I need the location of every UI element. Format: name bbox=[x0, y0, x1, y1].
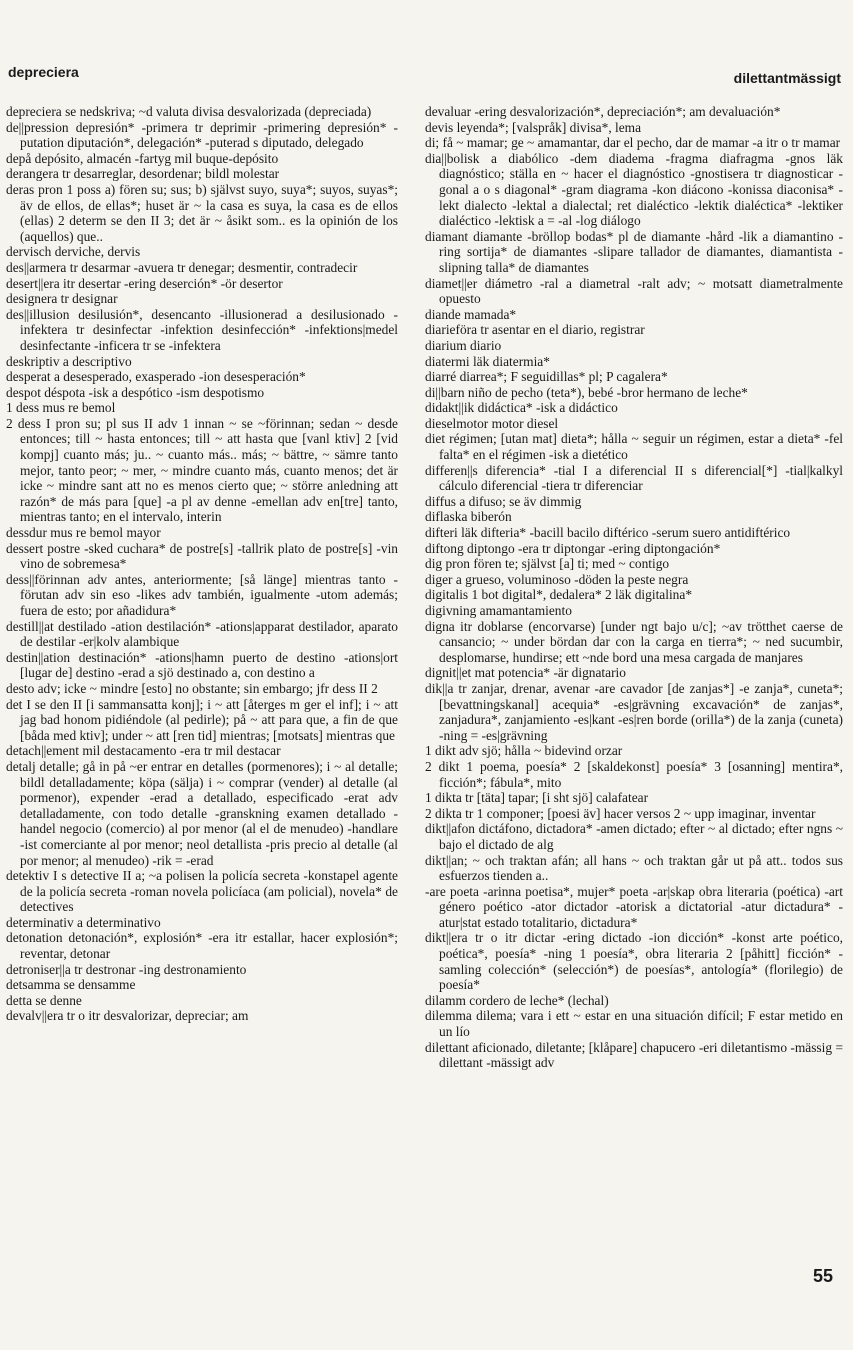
dictionary-entry: dikt||era tr o itr dictar -ering dictado -ion dicción* -konst arte poético, poética*, poesía* -ning 1 poesía*, obra literaria 2 [påhitt] ficción* -samling colección* (selección*) de poesías*, antología* (florilegio) de poesía* bbox=[425, 930, 843, 993]
dictionary-entry: 2 dikt 1 poema, poesía* 2 [skaldekonst] poesía* 3 [osanning] mentira*, ficción*; fábula*, mito bbox=[425, 758, 843, 790]
guide-word-right: dilettantmässigt bbox=[733, 70, 841, 86]
dictionary-entry: destill||at destilado -ation destilación* -ations|apparat destilador, aparato de destilar -er|kolv alambique bbox=[6, 618, 398, 650]
dictionary-entry: dig pron fören te; självst [a] ti; med ~ contigo bbox=[425, 556, 670, 572]
dictionary-entry: dia||bolisk a diabólico -dem diadema -fragma diafragma -gnos läk diagnóstico; ställa en ~ hacer el diagnóstico -gnostisera tr diagnosticar -gonal a o s diagonal* -gram diagrama -kon diácono -konissa diaconisa* -lekt dialecto -lektal a dialectal; ret dialéctico -lektik dialéctica* -lektiker dialéctico -lektisk a = -al -log diálogo bbox=[425, 150, 843, 229]
dictionary-entry: diatermi läk diatermia* bbox=[425, 353, 550, 369]
dictionary-entry: devaluar -ering desvalorización*, depreciación*; am devaluación* bbox=[425, 104, 781, 119]
dictionary-entry: dilemma dilema; vara i ett ~ estar en una situación difícil; F estar metido en un lío bbox=[425, 1008, 843, 1040]
dictionary-entry: detektiv I s detective II a; ~a polisen la policía secreta -konstapel agente de la policía secreta -roman novela policíaca (am policial), novela* de detectives bbox=[6, 868, 398, 915]
dictionary-entry: dilamm cordero de leche* (lechal) bbox=[425, 992, 609, 1008]
dictionary-entry: detta se denne bbox=[6, 992, 82, 1008]
dictionary-entry: determinativ a determinativo bbox=[6, 914, 161, 930]
dictionary-entry: des||illusion desilusión*, desencanto -illusionerad a desilusionado -infektera tr desinfectar -infektion desinfección* -infektions|medel desinfectante -inficera tr se -infektera bbox=[6, 306, 398, 353]
dictionary-entry: dik||a tr zanjar, drenar, avenar -are cavador [de zanjas*] -e zanja*, cuneta*; [bevattningskanal] acequia* -es|grävning excavación* de zanjas*, zanjadura*, zanjamiento -es|kant -es|ren borde (orilla*) de la zanja (cuneta) -ning = -es|grävning bbox=[425, 680, 843, 743]
dictionary-entry: dilettant aficionado, diletante; [klåpare] chapucero -eri diletantismo -mässig = dilettant -mässigt adv bbox=[425, 1039, 843, 1071]
dictionary-entry: detonation detonación*, explosión* -era itr estallar, hacer explosión*; reventar, detonar bbox=[6, 930, 398, 962]
dictionary-entry: di||barn niño de pecho (teta*), bebé -bror hermano de leche* bbox=[425, 384, 748, 400]
dictionary-entry: 1 dikta tr [täta] tapar; [i sht sjö] calafatear bbox=[425, 790, 649, 806]
dictionary-entry: detroniser||a tr destronar -ing destronamiento bbox=[6, 961, 247, 977]
dictionary-entry: dessdur mus re bemol mayor bbox=[6, 525, 161, 541]
dictionary-entry: destin||ation destinación* -ations|hamn puerto de destino -ations|ort [lugar de] destino -erad a sjö destinado a, con destino a bbox=[6, 649, 398, 681]
dictionary-entry: dess||förinnan adv antes, anteriormente; [så länge] mientras tanto -förutan adv sin eso -likes adv también, igualmente -utom además; fuera de esto; por añadidura* bbox=[6, 571, 398, 618]
dictionary-entry: detsamma se densamme bbox=[6, 977, 136, 993]
dictionary-entry: deras pron 1 poss a) fören su; sus; b) självst suyo, suya*; suyos, suyas*; äv de ellos, de ellas*; huset är ~ la casa es suya, la casa es de ellos (ellas) 2 determ se den II 3; det är ~ åsikt som.. es la opinión de los (aquellos) que.. bbox=[6, 181, 398, 244]
dictionary-entry: difteri läk difteria* -bacill bacilo diftérico -serum suero antidiftérico bbox=[425, 525, 791, 541]
dictionary-entry: depå depósito, almacén -fartyg mil buque-depósito bbox=[6, 150, 279, 166]
dictionary-entry: didakt||ik didáctica* -isk a didáctico bbox=[425, 400, 618, 416]
dictionary-entry: diarieföra tr asentar en el diario, registrar bbox=[425, 322, 645, 338]
dictionary-entry: designera tr designar bbox=[6, 291, 118, 307]
right-column bbox=[425, 104, 843, 1071]
dictionary-entry: desperat a desesperado, exasperado -ion desesperación* bbox=[6, 369, 306, 385]
dictionary-entry: desto adv; icke ~ mindre [esto] no obstante; sin embargo; jfr dess II 2 bbox=[6, 680, 378, 696]
dictionary-entry: 1 dess mus re bemol bbox=[6, 400, 116, 416]
page-number: 55 bbox=[812, 1266, 833, 1286]
dictionary-entry: differen||s diferencia* -tial I a diferencial II s diferencial[*] -tial|kalkyl cálculo diferencial -tiera tr diferenciar bbox=[425, 462, 843, 494]
dictionary-entry: diger a grueso, voluminoso -döden la peste negra bbox=[425, 571, 689, 587]
dictionary-entry: diffus a difuso; se äv dimmig bbox=[425, 493, 582, 509]
dictionary-entry: diamet||er diámetro -ral a diametral -ralt adv; ~ motsatt diametralmente opuesto bbox=[425, 275, 843, 307]
dictionary-entry: dieselmotor motor diesel bbox=[425, 415, 559, 431]
dictionary-entry: diarré diarrea*; F seguidillas* pl; P cagalera* bbox=[425, 369, 668, 385]
dictionary-entry: digivning amamantamiento bbox=[425, 603, 572, 618]
dictionary-entry: depreciera se nedskriva; ~d valuta divisa desvalorizada (depreciada) bbox=[6, 104, 372, 119]
dictionary-entry: diet régimen; [utan mat] dieta*; hålla ~ seguir un régimen, estar a dieta* -fel falta* en el régimen -isk a dietético bbox=[425, 431, 843, 463]
dictionary-entry: -are poeta -arinna poetisa*, mujer* poeta -ar|skap obra literaria (poética) -art género poético -ator dictador -atorisk a dictatorial -atur dictadura* -atur|stat estado totalitario, dictadura* bbox=[425, 883, 843, 930]
dictionary-entry: dikt||afon dictáfono, dictadora* -amen dictado; efter ~ al dictado; efter ngns ~ bajo el dictado de alg bbox=[425, 821, 843, 852]
guide-word-left: depreciera bbox=[8, 64, 79, 80]
dictionary-entry: detach||ement mil destacamento -era tr mil destacar bbox=[6, 743, 281, 759]
dictionary-entry: diamant diamante -bröllop bodas* pl de diamante -hård -lik a diamantino -ring sortija* de diamantes -slipare tallador de diamantes, diamantista -slipning talla* de diamantes bbox=[425, 228, 843, 275]
dictionary-entry: diarium diario bbox=[425, 337, 502, 353]
dictionary-entry: dessert postre -sked cuchara* de postre[s] -tallrik plato de postre[s] -vin vino de sobremesa* bbox=[6, 540, 398, 572]
dictionary-entry: digna itr doblarse (encorvarse) [under ngt bajo u/c]; ~av trötthet caerse de cansancio; ~ under bördan dar con la carga en tierra*; ~ ned sucumbir, desplomarse, hundirse; ett ~nde bord una mesa cargada de manjares bbox=[425, 618, 843, 665]
dictionary-entry: di; få ~ mamar; ge ~ amamantar, dar el pecho, dar de mamar -a itr o tr mamar bbox=[425, 135, 841, 151]
left-column bbox=[6, 104, 398, 1024]
dictionary-entry: des||armera tr desarmar -avuera tr denegar; desmentir, contradecir bbox=[6, 259, 358, 275]
dictionary-entry: dignit||et mat potencia* -är dignatario bbox=[425, 665, 626, 681]
dictionary-entry: detalj detalle; gå in på ~er entrar en detalles (pormenores); i ~ al detalle; bildl detalladamente; köpa (sälja) i ~ comprar (vender) al detalle (al pormenor), expender -erad a detallado, especificado -erat adv detalladamente, con todo detalle -granskning examen detallado -handel negocio (comercio) al por menor (al el de menudeo) -handlare -ist comerciante al por menor; neol detallista -pris precio al detalle (al por menor; al menudeo) -rik = -erad bbox=[6, 758, 398, 868]
dictionary-entry: diande mamada* bbox=[425, 306, 517, 322]
dictionary-entry: diflaska biberón bbox=[425, 509, 512, 525]
dictionary-entry: deskriptiv a descriptivo bbox=[6, 353, 132, 369]
dictionary-entry: diftong diptongo -era tr diptongar -ering diptongación* bbox=[425, 540, 721, 556]
dictionary-entry: derangera tr desarreglar, desordenar; bildl molestar bbox=[6, 166, 280, 182]
dictionary-entry: 2 dikta tr 1 componer; [poesi äv] hacer versos 2 ~ upp imaginar, inventar bbox=[425, 805, 816, 821]
dictionary-entry: 2 dess I pron su; pl sus II adv 1 innan ~ se ~förinnan; sedan ~ desde entonces; till ~ hasta entonces; till ~ att hasta que [vanl ktiv] 2 [vid kompj] cuanto más; ju.. ~ cuanto más.. más; ~ bättre, ~ sämre tanto mejor, tanto peor; ~ mer, ~ mindre cuanto más, cuanto menos; det är icke ~ mindre sant att no es menos cierto que; ~ större anledning att razón* de más para [que] -a pl av denne -emellan adv en[tre] tanto, mientras tanto; en el intervalo, interin bbox=[6, 415, 398, 525]
dictionary-entry: dervisch derviche, dervis bbox=[6, 244, 141, 260]
dictionary-entry: despot déspota -isk a despótico -ism despotismo bbox=[6, 384, 265, 400]
dictionary-entry: de||pression depresión* -primera tr deprimir -primering depresión* -putation diputación*, delegación* -puterad s diputado, delegado bbox=[6, 119, 398, 151]
dictionary-entry: 1 dikt adv sjö; hålla ~ bidevind orzar bbox=[425, 743, 623, 759]
dictionary-entry: devis leyenda*; [valspråk] divisa*, lema bbox=[425, 119, 642, 135]
dictionary-entry: devalv||era tr o itr desvalorizar, depreciar; am bbox=[6, 1008, 249, 1024]
dictionary-entry: det I se den II [i sammansatta konj]; i ~ att [återges m ger el inf]; i ~ att jag bad honom pidiéndole (al pedirle); på ~ att para que, a fin de que [båda med ktiv]; under ~ att [ren tid] mientras; [motsats] mientras que bbox=[6, 696, 398, 743]
dictionary-entry: digitalis 1 bot digital*, dedalera* 2 läk digitalina* bbox=[425, 587, 693, 603]
dictionary-entry: dikt||an; ~ och traktan afán; all hans ~ och traktan går ut på att.. todos sus esfuerzos tienden a.. bbox=[425, 852, 843, 884]
dictionary-entry: desert||era itr desertar -ering deserción* -ör desertor bbox=[6, 275, 283, 291]
